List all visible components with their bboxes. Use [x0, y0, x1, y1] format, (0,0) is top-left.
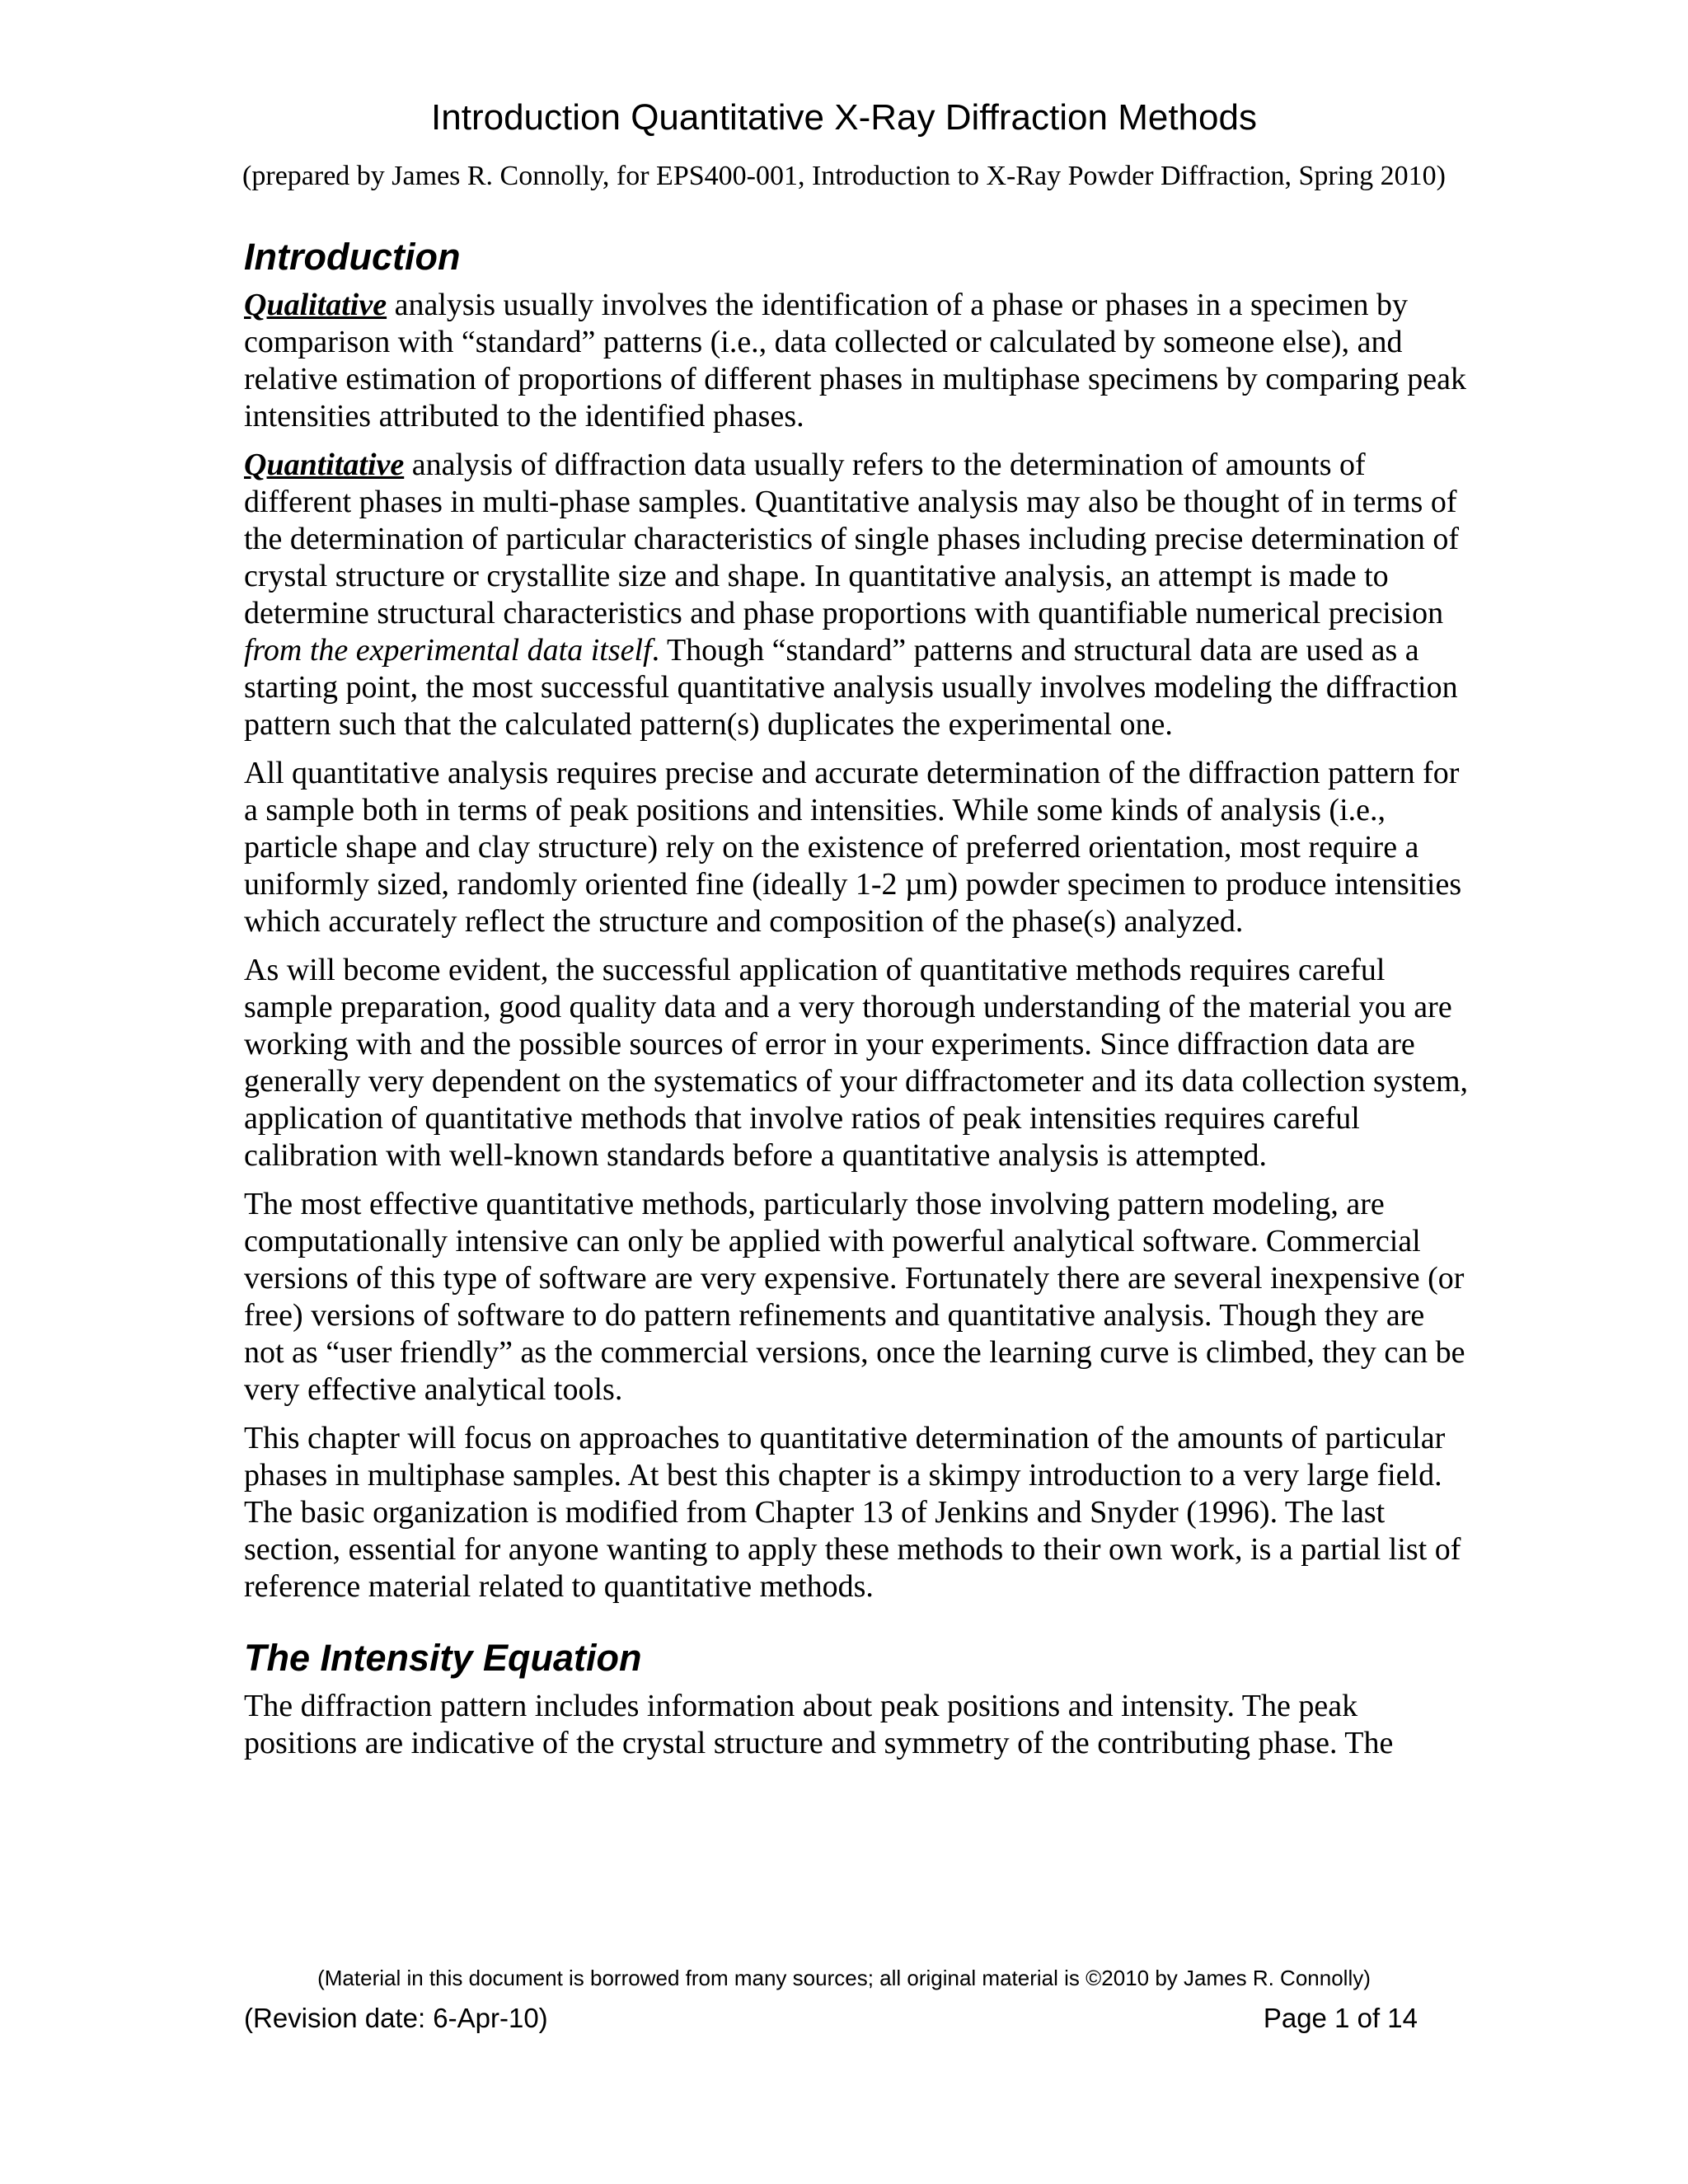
paragraph-sample-preparation: As will become evident, the successful application of quantitative methods requires careful sample preparation, good quality data and a very thorough understanding of the material you are working with and the possible sources of error in your experiments. Since diffraction data are generally very dependent on the systematics of your diffractometer and its data collection system, application of quantitative methods that involve ratios of peak intensities requires careful calibration with well-known standards before a quantitative analysis is attempted. — [244, 953, 1469, 1173]
paragraph-diffraction-pattern: The diffraction pattern includes information about peak positions and intensity. The peak positions are indicative of the crystal structure and symmetry of the contributing phase. The — [244, 1689, 1394, 1760]
paragraph-text: analysis usually involves the identification of a phase or phases in a specimen by comparison with “standard” patterns (i.e., data collected or calculated by someone else), and relative estimation of proportions of different phases in multiphase specimens by comparing peak intensities attributed to the identified phases. — [244, 288, 1467, 434]
paragraph-text: . Though “standard” patterns and structural data are used as a starting point, the most successful quantitative analysis usually involves modeling the diffraction pattern such that the calculated pattern(s) duplicates the experimental one. — [244, 633, 1458, 742]
paragraph-text: analysis of diffraction data usually refers to the determination of amounts of different phases in multi-phase samples. Quantitative analysis may also be thought of in terms of the determination of particular characteristics of single phases including precise determination of crystal structure or crystallite size and shape. In quantitative analysis, an attempt is made to determine structural characteristics and phase proportions with quantifiable numerical precision — [244, 448, 1460, 630]
document-title: Introduction Quantitative X-Ray Diffraction Methods — [431, 97, 1257, 138]
footer-page-number: Page 1 of 14 — [1263, 2003, 1418, 2033]
paragraph-software: The most effective quantitative methods, particularly those involving pattern modeling, are computationally intensive can only be applied with powerful analytical software. Commercial versions of this type of software are very expensive. Fortunately there are several inexpensive (or free) versions of software to do pattern refinements and quantitative analysis. Though they are not as “user friendly” as the commercial versions, once the learning curve is climbed, they can be very effective analytical tools. — [244, 1187, 1465, 1407]
section-heading-intensity-equation: The Intensity Equation — [244, 1637, 642, 1679]
document-subtitle: (prepared by James R. Connolly, for EPS400-001, Introduction to X-Ray Powder Diffraction, Spring 2010) — [242, 161, 1446, 191]
lead-term-qualitative: Qualitative — [244, 288, 387, 322]
emphasis-text: from the experimental data itself — [244, 633, 652, 668]
paragraph-chapter-focus: This chapter will focus on approaches to quantitative determination of the amounts of particular phases in multiphase samples. At best this chapter is a skimpy introduction to a very large field. The basic organization is modified from Chapter 13 of Jenkins and Snyder (1996). The last section, essential for anyone wanting to apply these methods to their own work, is a partial list of reference material related to quantitative methods. — [244, 1421, 1461, 1604]
document-body — [244, 232, 1472, 1774]
lead-term-quantitative: Quantitative — [244, 448, 405, 482]
footer-copyright-note: (Material in this document is borrowed from many sources; all original material is ©2010 by James R. Connolly) — [317, 1966, 1371, 1990]
paragraph-precise-determination: All quantitative analysis requires precise and accurate determination of the diffraction pattern for a sample both in terms of peak positions and intensities. While some kinds of analysis (i.e., particle shape and clay structure) rely on the existence of preferred orientation, most require a uniformly sized, randomly oriented fine (ideally 1-2 µm) powder specimen to produce intensities which accurately reflect the structure and composition of the phase(s) analyzed. — [244, 756, 1462, 939]
section-heading-introduction: Introduction — [244, 236, 461, 278]
paragraph-qualitative — [244, 287, 1472, 435]
paragraph-quantitative — [244, 447, 1472, 743]
footer-revision-date: (Revision date: 6-Apr-10) — [244, 2003, 548, 2033]
